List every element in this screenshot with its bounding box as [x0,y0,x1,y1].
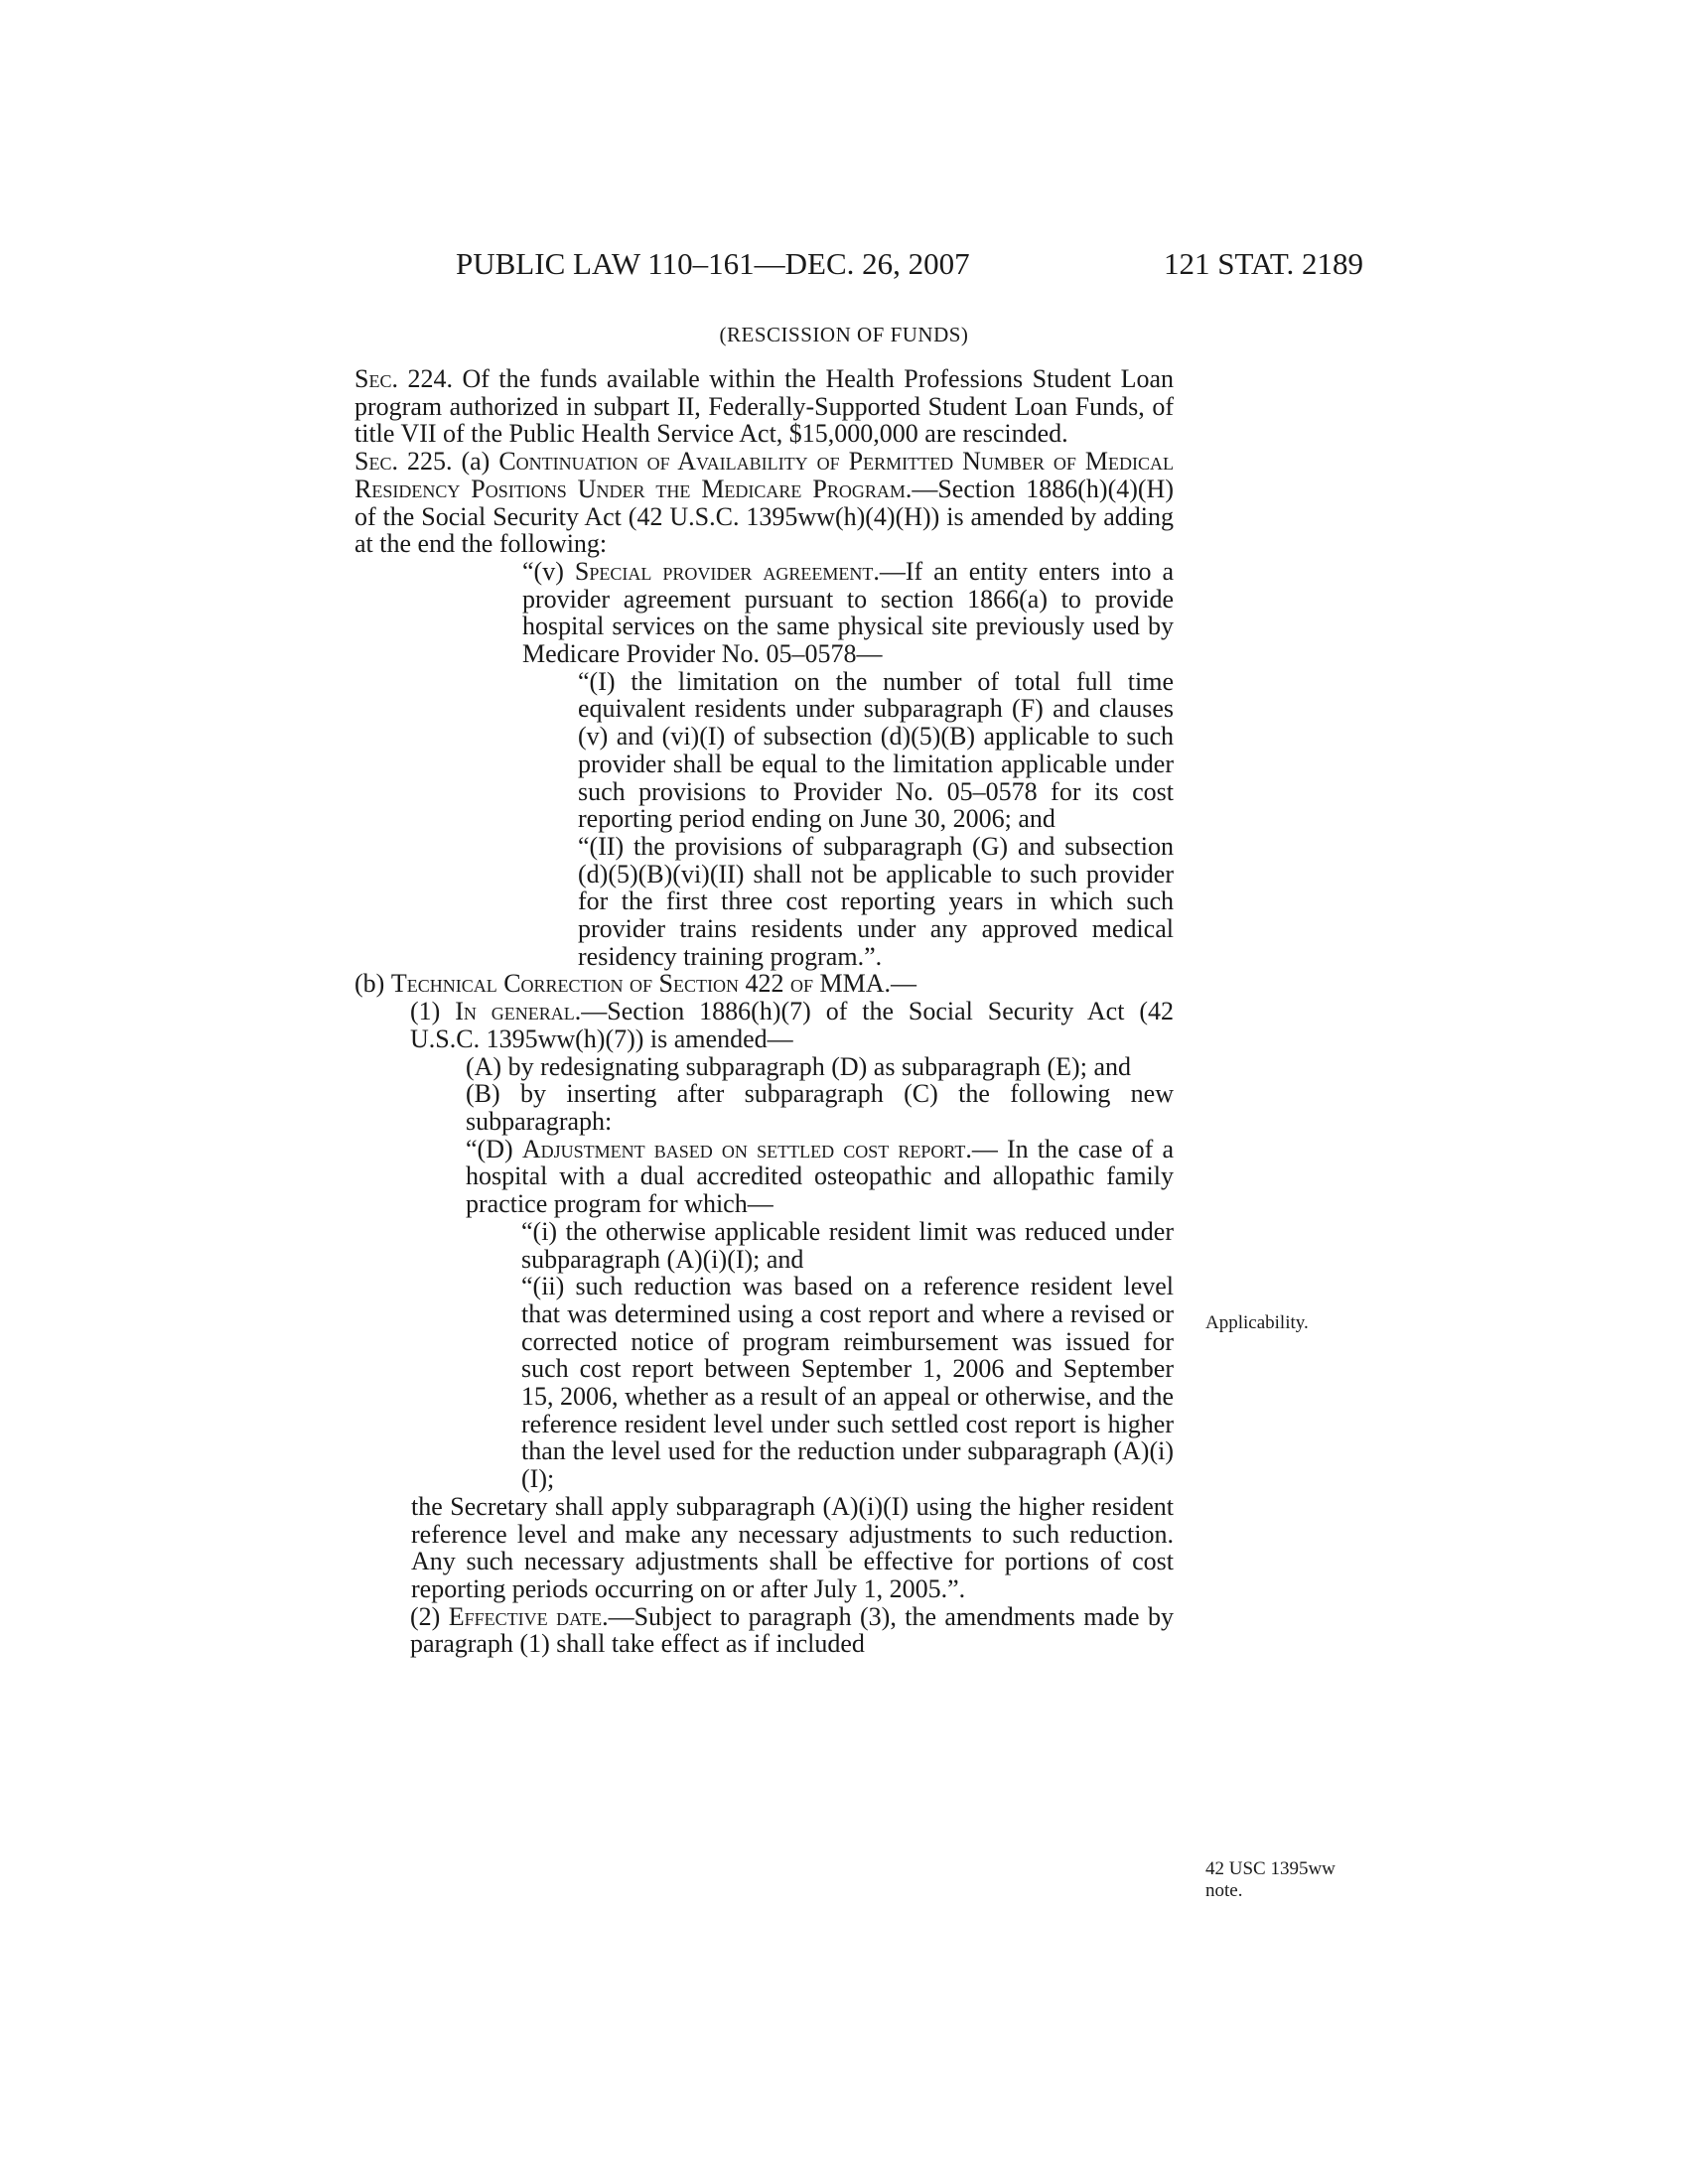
sec-224-paragraph [300,365,1174,448]
subparagraph-D-text: — In the case of a hospital with a dual accredited osteopathic and allopathic family practice program for which— [466,1134,1175,1219]
section-caption: (RESCISSION OF FUNDS) [719,323,969,346]
new-subparagraph-D [411,1136,1174,1218]
clause-v-prefix: “(v) [522,556,564,586]
paragraph-2-heading: Effective date. [448,1601,609,1631]
sec-225-b-dash: — [891,969,917,999]
sec-224-text: Of the funds available within the Health Professions Student Loan program authorized in subpart II, Federally-Supported Student Loan Funds, of title VII of the Public Health Service Act, $15,000,000 are rescinded. [354,364,1175,449]
margin-note-usc [1205,1858,1336,1902]
subparagraph-A: (A) by redesignating subparagraph (D) as subparagraph (E); and [466,1051,1131,1081]
paragraph-1-prefix: (1) [410,997,441,1026]
clause-i: “(i) the otherwise applicable resident limit was reduced under subparagraph (A)(i)(I); and [521,1216,1174,1274]
subparagraph-D-prefix: “(D) [466,1134,513,1163]
margin-note-usc-line1: 42 USC 1395ww [1205,1858,1336,1879]
margin-note-applicability: Applicability. [1205,1312,1309,1333]
sec-225-b-prefix: (b) [354,969,385,999]
subparagraph-B: (B) by inserting after subparagraph (C) the following new subparagraph: [466,1079,1174,1136]
sec-225-b-heading: Technical Correction of Section 422 of MMA. [390,969,892,999]
running-header [456,246,1363,286]
paragraph-2 [355,1603,1174,1658]
sec-225-a-text: —Section 1886(h)(4)(H) of the Social Security Act (42 U.S.C. 1395ww(h)(4)(H)) is amended by adding at the end the following: [354,474,1174,559]
paragraph-1-text: —Section 1886(h)(7) of the Social Security Act (42 U.S.C. 1395ww(h)(7)) is amended— [410,997,1174,1053]
paragraph-1 [355,998,1174,1052]
sec-224-label: Sec. 224. [354,364,453,393]
law-text [300,365,1174,1658]
clause-v-text: —If an entity enters into a provider agreement pursuant to section 1866(a) to provide hospital services on the same physical site previously used by Medicare Provider No. 05–0578— [522,556,1174,669]
sec-225-a-prefix: (a) [461,447,491,477]
margin-note-usc-line2: note. [1205,1880,1243,1901]
sec-225-b-paragraph [300,970,1174,998]
subclause-II: “(II) the provisions of subparagraph (G) and subsection (d)(5)(B)(vi)(II) shall not be applicable to such provider for the first three cost reporting years in which such provider trains residents under any approved medical residency training program.”. [578,831,1174,971]
subparagraph-D-heading: Adjustment based on settled cost report. [521,1134,972,1163]
sec-225-label: Sec. 225. [354,447,453,477]
sec-225-a-paragraph [300,448,1174,558]
clause-v-heading: Special provider agreement. [574,556,880,586]
subclause-I: “(I) the limitation on the number of total full time equivalent residents under subparagraph (F) and clauses (v) and (vi)(I) of subsection (d)(5)(B) applicable to such provider shall be equal to the limitation applicable under such provisions to Provider No. 05–0578 for its cost reporting period ending on June 30, 2006; and [578,666,1174,834]
paragraph-2-text: —Subject to paragraph (3), the amendments made by paragraph (1) shall take effect as if included [410,1601,1174,1659]
paragraph-1-heading: In general. [455,997,582,1026]
paragraph-2-prefix: (2) [410,1601,441,1631]
sec-225-a-heading: Continuation of Availability of Permitted Number of Medical Residency Positions Under the Medicare Program. [354,447,1174,503]
clause-ii: “(ii) such reduction was based on a reference resident level that was determined using a cost report and where a revised or corrected notice of program reimbursement was issued for such cost report between September 1, 2006 and September 15, 2006, whether as a result of an appeal or otherwise, and the reference resident level under such settled cost report is higher than the level used for the reduction under subparagraph (A)(i)(I); [521,1272,1174,1494]
clause-v-paragraph [468,558,1174,668]
header-page-ref: 121 STAT. 2189 [1163,246,1363,281]
subparagraph-D-tail: the Secretary shall apply subparagraph (A)(i)(I) using the higher resident reference level and make any necessary adjustments to such reduction. Any such necessary adjustments shall be effective for portions of cost reporting periods occurring on or after July 1, 2005.”. [411,1491,1174,1603]
header-title: PUBLIC LAW 110–161—DEC. 26, 2007 [456,246,970,281]
